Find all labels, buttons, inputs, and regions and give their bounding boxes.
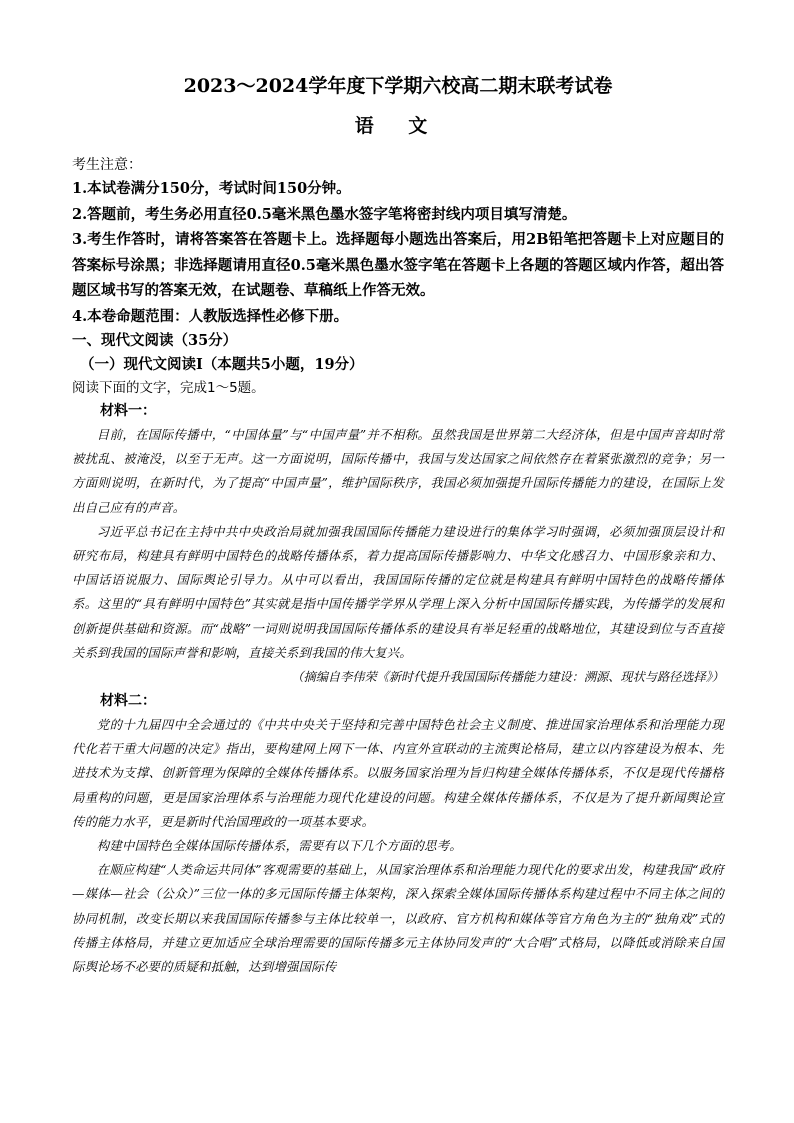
- material-2-paragraph: 在顺应构建“人类命运共同体”客观需要的基础上，从国家治理体系和治理能力现代化的要求出发，构建我国“政府—媒体—社会（公众）”三位一体的多元国际传播主体架构，深入探索全媒体国际传播体系构建过程中不同主体之间的协同机制，改变长期以来我国国际传播参与主体比较单一，以政府、官方机构和媒体等官方角色为主的“独角戏”式的传播主体格局，并建立更加适应全球治理需要的国际传播多元主体协同发声的“大合唱”式格局，以降低或消除来自国际舆论场不必要的质疑和抵触，达到增强国际传: [72, 862, 724, 975]
- exam-page: [72, 64, 724, 979]
- section-title: 一、现代文阅读（35分）: [72, 332, 238, 349]
- notice-item: 2.答题前，考生务必用直径0.5毫米黑色墨水签字笔将密封线内项目填写清楚。: [72, 205, 577, 223]
- material-2-paragraph: 构建中国特色全媒体国际传播体系，需要有以下几个方面的思考。: [96, 838, 462, 854]
- section-subtitle: （一）现代文阅读Ⅰ（本题共5小题，19分）: [80, 356, 364, 373]
- exam-title: 2023～2024学年度下学期六校高二期末联考试卷: [183, 75, 613, 97]
- material-2-paragraph: 党的十九届四中全会通过的《中共中央关于坚持和完善中国特色社会主义制度、推进国家治理体系和治理能力现代化若干重大问题的决定》指出，要构建网上网下一体、内宣外宣联动的主流舆论格局，建立以内容建设为根本、先进技术为支撑、创新管理为保障的全媒体传播体系。以服务国家治理为旨归构建全媒体传播体系，不仅是现代传播格局重构的问题，更是国家治理体系与治理能力现代化建设的问题。构建全媒体传播体系，不仅是为了提升新闻舆论宣传的能力水平，更是新时代治国理政的一项基本要求。: [72, 717, 724, 829]
- notice-item: 1.本试卷满分150分，考试时间150分钟。: [72, 180, 351, 197]
- reading-instruction: 阅读下面的文字，完成1～5题。: [72, 380, 265, 396]
- material-1-paragraph: 目前，在国际传播中，“中国体量”与“中国声量”并不相称。虽然我国是世界第二大经济体，但是中国声音却时常被扰乱、被淹没，以至于无声。这一方面说明，国际传播中，我国与发达国家之间依然存在着紧张激烈的竞争；另一方面则说明，在新时代，为了提高“中国声量”，维护国际秩序，我国必须加强提升国际传播能力的建设，在国际上发出自己应有的声音。: [72, 427, 724, 515]
- material-1-label: 材料一：: [100, 403, 156, 419]
- material-2-label: 材料二：: [100, 693, 156, 710]
- notice-item: 3.考生作答时，请将答案答在答题卡上。选择题每小题选出答案后，用2B铅笔把答题卡上对应题目的答案标号涂黑；非选择题请用直径0.5毫米黑色墨水签字笔在答题卡上各题的答题区域内作答，超出答题区域书写的答案无效，在试题卷、草稿纸上作答无效。: [72, 231, 724, 299]
- notice-heading: 考生注意：: [72, 157, 142, 173]
- material-1-source: （摘编自李伟荣《新时代提升我国国际传播能力建设：溯源、现状与路径选择》）: [291, 670, 724, 685]
- material-1-paragraph: 习近平总书记在主持中共中央政治局就加强我国国际传播能力建设进行的集体学习时强调，必须加强顶层设计和研究布局，构建具有鲜明中国特色的战略传播体系，着力提高国际传播影响力、中华文化感召力、中国形象亲和力、中国话语说服力、国际舆论引导力。从中可以看出，我国国际传播的定位就是构建具有鲜明中国特色的战略传播体系。这里的“具有鲜明中国特色”其实就是指中国传播学学界从学理上深入分析中国国际传播实践，为传播学的发展和创新提供基础和资源。而“战略”一词则说明我国国际传播体系的建设具有举足轻重的战略地位，其建设到位与否直接关系到我国的国际声誉和影响，直接关系到我国的伟大复兴。: [72, 523, 724, 660]
- notice-item: 4.本卷命题范围：人教版选择性必修下册。: [72, 307, 349, 325]
- subject-title: 语 文: [354, 115, 442, 137]
